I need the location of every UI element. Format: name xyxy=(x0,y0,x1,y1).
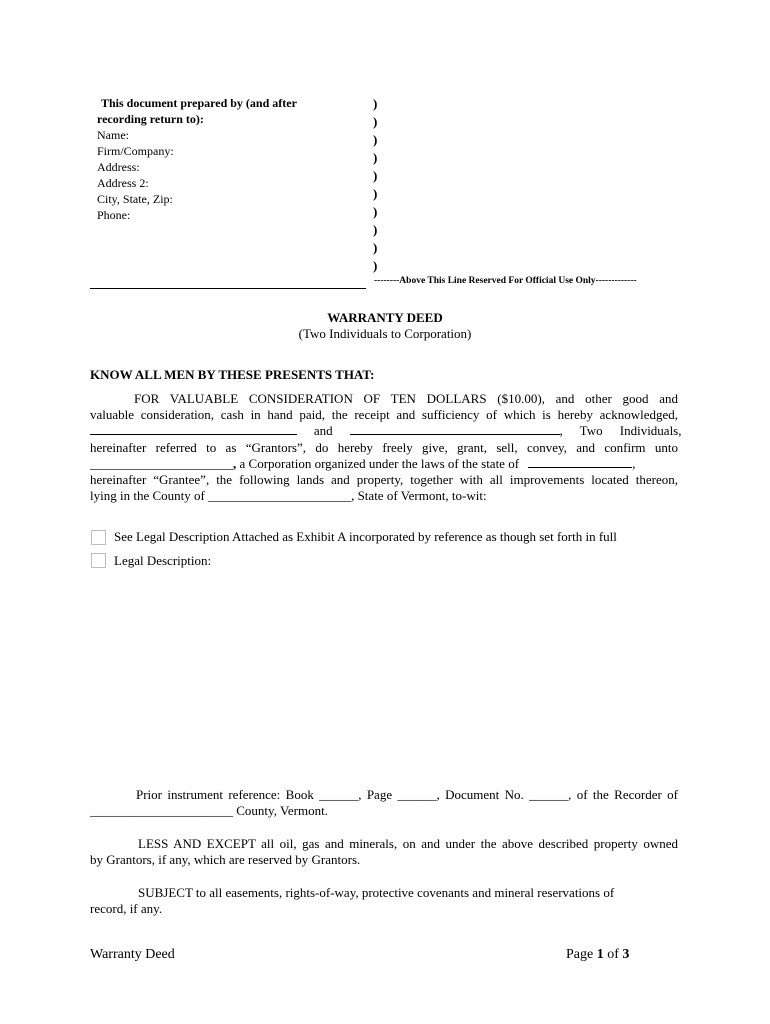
page-total: 3 xyxy=(622,947,630,962)
two-individuals-text: , Two Individuals, xyxy=(559,423,682,439)
less-except-line-1: LESS AND EXCEPT all oil, gas and minerals, on and under the above described property owned xyxy=(138,836,678,851)
prior-instrument-line-2: ______________________ County, Vermont. xyxy=(90,803,328,819)
exhibit-a-checkbox[interactable] xyxy=(91,530,106,545)
preparer-heading-line2: recording return to): xyxy=(97,112,204,126)
field-address2-label: Address 2: xyxy=(97,176,149,190)
bracket-column xyxy=(373,95,377,275)
bracket: ) xyxy=(373,114,378,129)
field-phone-label: Phone: xyxy=(97,208,131,222)
bracket: ) xyxy=(373,222,378,237)
prior-instrument-paragraph xyxy=(90,787,678,819)
grantee-comma: , xyxy=(233,455,237,471)
and-text: and xyxy=(313,423,333,439)
consideration-line-4: hereinafter referred to as “Grantors”, do hereby freely give, grant, sell, convey, and confirm unto xyxy=(90,439,678,455)
consideration-line-2: valuable consideration, cash in hand paid, the receipt and sufficiency of which is hereby acknowledged, xyxy=(90,407,678,423)
exhibit-a-label: See Legal Description Attached as Exhibit A incorporated by reference as though set forth in full xyxy=(114,529,617,544)
presents-heading: KNOW ALL MEN BY THESE PRESENTS THAT: xyxy=(90,367,375,382)
grantor-2-blank[interactable] xyxy=(350,423,560,435)
grantor-1-blank[interactable] xyxy=(90,423,297,435)
bracket: ) xyxy=(373,240,378,255)
document-title: WARRANTY DEED xyxy=(327,310,443,325)
footer-document-name: Warranty Deed xyxy=(90,947,175,962)
bracket: ) xyxy=(373,186,378,201)
page-mid: of xyxy=(603,947,623,962)
consideration-paragraph xyxy=(90,391,682,504)
subject-to-line-1: SUBJECT to all easements, rights-of-way, protective covenants and mineral reservations of xyxy=(138,885,615,900)
bracket: ) xyxy=(373,132,378,147)
consideration-line-5 xyxy=(90,456,678,472)
bracket: ) xyxy=(373,168,378,183)
field-firm-label: Firm/Company: xyxy=(97,144,174,158)
page-prefix: Page xyxy=(566,947,597,962)
page-current: 1 xyxy=(596,947,604,962)
consideration-line-7: lying in the County of ______________________, State of Vermont, to-wit: xyxy=(90,488,487,504)
field-city-state-zip-label: City, State, Zip: xyxy=(97,192,173,206)
subject-to-paragraph xyxy=(90,885,678,917)
consideration-line-1: FOR VALUABLE CONSIDERATION OF TEN DOLLARS ($10.00), and other good and xyxy=(134,391,678,406)
legal-description-checkbox[interactable] xyxy=(91,553,106,568)
state-blank[interactable] xyxy=(528,456,632,468)
header-divider-line xyxy=(90,288,366,289)
less-except-line-2: by Grantors, if any, which are reserved by Grantors. xyxy=(90,852,361,868)
bracket: ) xyxy=(373,258,378,273)
bracket: ) xyxy=(373,150,378,165)
field-address-label: Address: xyxy=(97,160,140,174)
subject-to-line-2: record, if any. xyxy=(90,901,163,917)
bracket: ) xyxy=(373,204,378,219)
less-except-paragraph xyxy=(90,836,678,868)
field-name-label: Name: xyxy=(97,128,129,142)
preparer-heading-line1: This document prepared by (and after xyxy=(101,96,297,110)
page-number xyxy=(566,947,629,963)
prior-instrument-line-1: Prior instrument reference: Book ______, Page ______, Document No. ______, of the Recorder of xyxy=(136,787,678,802)
official-use-notice: --------Above This Line Reserved For Official Use Only------------- xyxy=(374,276,637,286)
legal-description-label: Legal Description: xyxy=(114,553,212,568)
grantee-blank[interactable]: ______________________ xyxy=(90,455,233,471)
preparer-block xyxy=(97,95,367,223)
consideration-line-3 xyxy=(90,423,682,439)
corporation-state-text: a Corporation organized under the laws of the state of xyxy=(236,455,520,471)
consideration-line-6: hereinafter “Grantee”, the following lands and property, together with all improvements located thereon, xyxy=(90,472,678,488)
bracket: ) xyxy=(373,96,378,111)
state-comma: , xyxy=(632,455,636,471)
document-subtitle: (Two Individuals to Corporation) xyxy=(298,326,472,341)
